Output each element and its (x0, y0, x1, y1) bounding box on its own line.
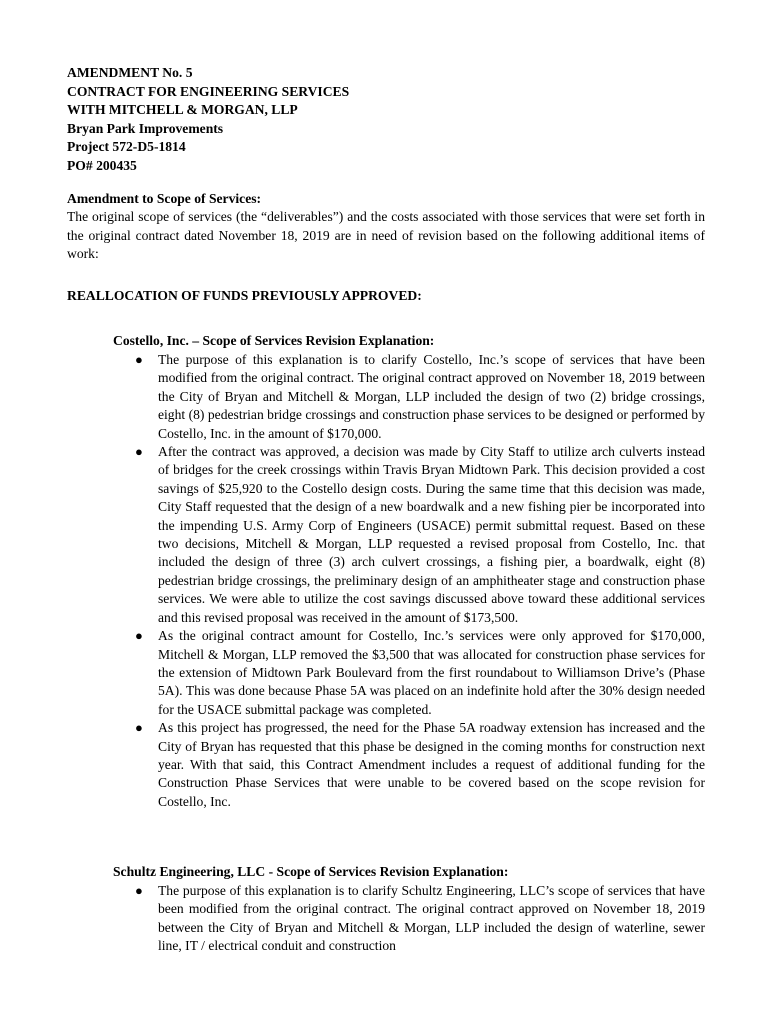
bullet-text: After the contract was approved, a decision was made by City Staff to utilize arch culverts instead of bridges for the creek crossings within Travis Bryan Midtown Park. This decision provided a cost savings of $25,920 to the Costello design costs. During the same time that this decision was made, City Staff requested that the design of a new boardwalk and a new fishing pier be incorporated into the impending U.S. Army Corp of Engineers (USACE) permit submittal request. Based on these two decisions, Mitchell & Morgan, LLP requested a revised proposal from Costello, Inc. that included the design of three (3) arch culvert crossings, a fishing pier, a boardwalk, eight (8) pedestrian bridge crossings, the preliminary design of an amphitheater stage and construction phase services. We were able to utilize the cost savings discussed above toward these additional services and this revised proposal was received in the amount of $173,500. (158, 444, 705, 625)
list-item (113, 351, 705, 443)
bullet-icon: ● (135, 628, 143, 644)
reallocation-heading: REALLOCATION OF FUNDS PREVIOUSLY APPROVED: (67, 288, 422, 303)
document-header (67, 64, 349, 175)
bullet-icon: ● (135, 883, 143, 898)
costello-bullet-list (113, 351, 705, 811)
amendment-scope-heading: Amendment to Scope of Services: (67, 191, 262, 206)
header-project-name: Bryan Park Improvements (67, 120, 224, 136)
list-item (113, 719, 705, 811)
amendment-scope-section (67, 190, 705, 264)
header-po-number: PO# 200435 (67, 157, 137, 173)
list-item (113, 882, 705, 956)
amendment-scope-body: The original scope of services (the “deliverables”) and the costs associated with those services that were set forth in the original contract dated November 18, 2019 are in need of revision based on the following additional items of work: (67, 209, 705, 262)
bullet-text: The purpose of this explanation is to clarify Schultz Engineering, LLC’s scope of services that have been modified from the original contract. The original contract approved on November 18, 2019 between the City of Bryan and Mitchell & Morgan, LLP included the design of waterline, sewer line, IT / electrical conduit and construction (158, 883, 705, 954)
bullet-icon: ● (135, 720, 143, 736)
bullet-text: The purpose of this explanation is to clarify Costello, Inc.’s scope of services that have been modified from the original contract. The original contract approved on November 18, 2019 between the City of Bryan and Mitchell & Morgan, LLP included the design of two (2) bridge crossings, eight (8) pedestrian bridge crossings and construction phase services to be designed or performed by Costello, Inc. in the amount of $170,000. (158, 352, 705, 441)
bullet-text: As this project has progressed, the need for the Phase 5A roadway extension has increased and the City of Bryan has requested that this phase be designed in the coming months for construction next year. With that said, this Contract Amendment includes a request of additional funding for the Construction Phase Services that were unable to be covered based on the scope revision for Costello, Inc. (158, 720, 705, 809)
bullet-text: As the original contract amount for Costello, Inc.’s services were only approved for $170,000, Mitchell & Morgan, LLP removed the $3,500 that was allocated for construction phase services for the extension of Midtown Park Boulevard from the first roundabout to Williamson Drive’s (Phase 5A). This was done because Phase 5A was placed on an indefinite hold after the 30% design needed for the USACE submittal package was completed. (158, 628, 705, 717)
bullet-icon: ● (135, 352, 143, 367)
header-contractor: WITH MITCHELL & MORGAN, LLP (67, 102, 298, 117)
list-item (113, 443, 705, 627)
header-amendment-number: AMENDMENT No. 5 (67, 65, 193, 80)
bullet-icon: ● (135, 444, 143, 460)
header-project-number: Project 572-D5-1814 (67, 139, 186, 154)
costello-section-title: Costello, Inc. – Scope of Services Revision Explanation: (113, 333, 435, 348)
schultz-bullet-list (113, 882, 705, 956)
schultz-section-title: Schultz Engineering, LLC - Scope of Services Revision Explanation: (113, 864, 509, 879)
header-contract-title: CONTRACT FOR ENGINEERING SERVICES (67, 83, 350, 99)
list-item (113, 627, 705, 719)
